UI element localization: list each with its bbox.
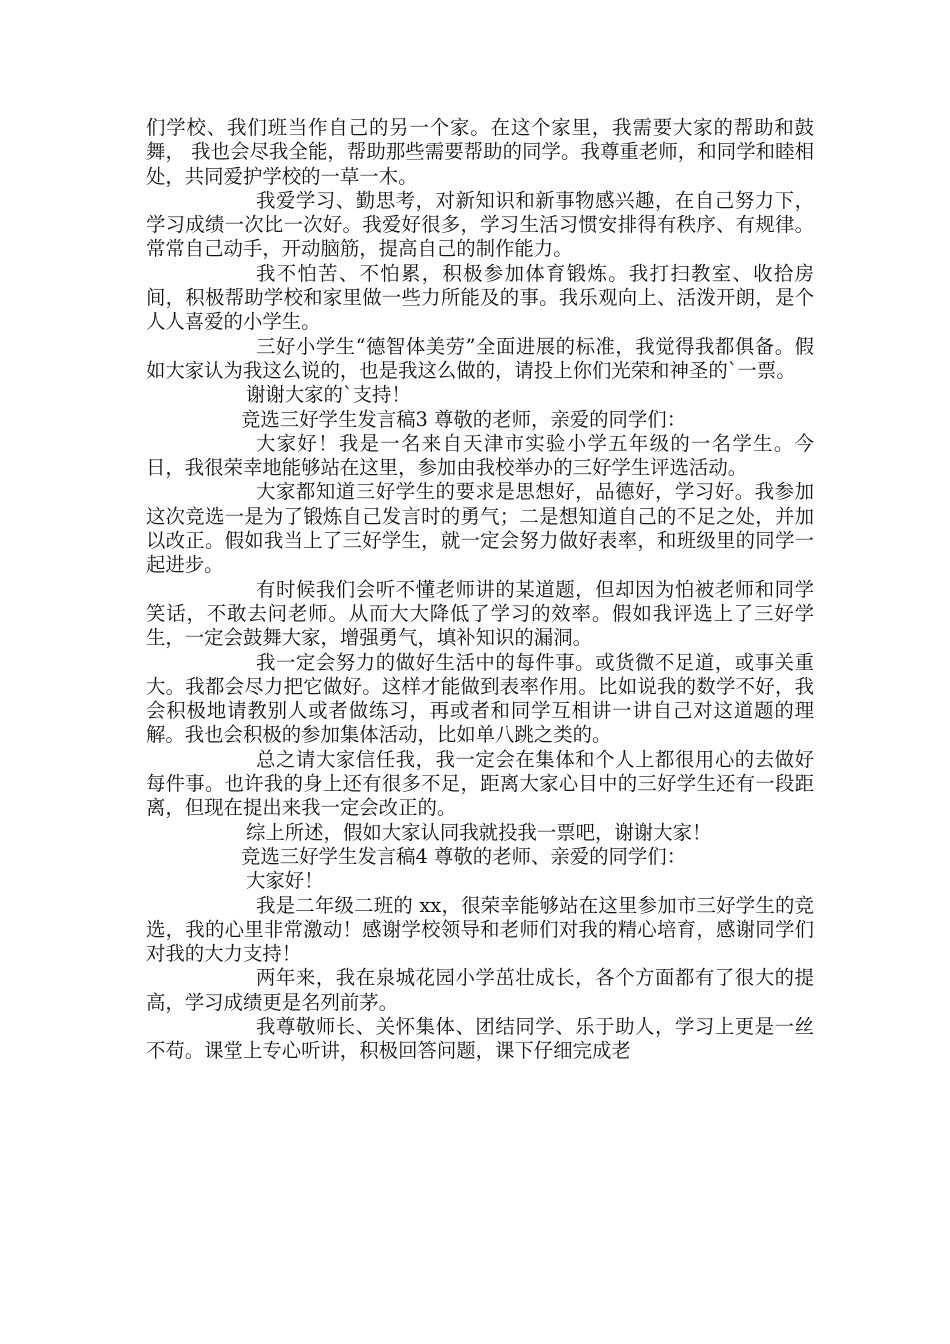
paragraph: 们学校、我们班当作自己的另一个家。在这个家里，我需要大家的帮助和鼓舞， 我也会尽我全能，帮助那些需要帮助的同学。我尊重老师，和同学和睦相处，共同爱护学校的一草一木。 (146, 116, 814, 188)
paragraph: 我一定会努力的做好生活中的每件事。或货微不足道，或事关重大。我都会尽力把它做好。这样才能做到表率作用。比如说我的数学不好，我会积极地请教别人或者做练习，再或者和同学互相讲一讲自己对这道题的理解。我也会积极的参加集体活动，比如单八跳之类的。 (146, 650, 814, 747)
paragraph: 两年来，我在泉城花园小学茁壮成长，各个方面都有了很大的提高，学习成绩更是名列前茅。 (146, 966, 814, 1014)
paragraph: 我爱学习、勤思考，对新知识和新事物感兴趣，在自己努力下，学习成绩一次比一次好。我爱好很多，学习生活习惯安排得有秩序、有规律。常常自己动手，开动脑筋，提高自己的制作能力。 (146, 188, 814, 261)
section-heading: 竞选三好学生发言稿4 尊敬的老师、亲爱的同学们： (241, 844, 687, 868)
paragraph: 大家好！我是一名来自天津市实验小学五年级的一名学生。今日，我很荣幸地能够站在这里，参加由我校举办的三好学生评选活动。 (146, 431, 814, 480)
document-body (146, 116, 814, 1064)
paragraph: 有时候我们会听不懂老师讲的某道题，但却因为怕被老师和同学笑话，不敢去问老师。从而大大降低了学习的效率。假如我评选上了三好学生，一定会鼓舞大家，增强勇气，填补知识的漏洞。 (146, 577, 814, 650)
closing-line: 综上所述，假如大家认同我就投我一票吧，谢谢大家！ (246, 820, 712, 844)
paragraph: 我尊敬师长、关怀集体、团结同学、乐于助人，学习上更是一丝不苟。课堂上专心听讲，积极回答问题，课下仔细完成老 (146, 1014, 814, 1063)
paragraph: 我是二年级二班的 xx，很荣幸能够站在这里参加市三好学生的竞选，我的心里非常激动！感谢学校领导和老师们对我的精心培育，感谢同学们对我的大力支持！ (146, 893, 814, 966)
paragraph: 我不怕苦、不怕累，积极参加体育锻炼。我打扫教室、收拾房间，积极帮助学校和家里做一些力所能及的事。我乐观向上、活泼开朗，是个人人喜爱的小学生。 (146, 261, 814, 334)
closing-line: 谢谢大家的`支持！ (246, 383, 411, 407)
paragraph: 三好小学生“德智体美劳”全面进展的标准，我觉得我都俱备。假如大家认为我这么说的，也是我这么做的，请投上你们光荣和神圣的`一票。 (146, 334, 814, 382)
paragraph: 大家都知道三好学生的要求是思想好，品德好，学习好。我参加这次竞选一是为了锻炼自己发言时的勇气；二是想知道自己的不足之处，并加以改正。假如我当上了三好学生，就一定会努力做好表率，和班级里的同学一起进步。 (146, 480, 814, 577)
greeting-line: 大家好！ (246, 869, 324, 893)
paragraph: 总之请大家信任我，我一定会在集体和个人上都很用心的去做好每件事。也许我的身上还有很多不足，距离大家心目中的三好学生还有一段距离，但现在提出来我一定会改正的。 (146, 747, 814, 820)
section-heading: 竞选三好学生发言稿3 尊敬的老师，亲爱的同学们： (241, 407, 687, 431)
